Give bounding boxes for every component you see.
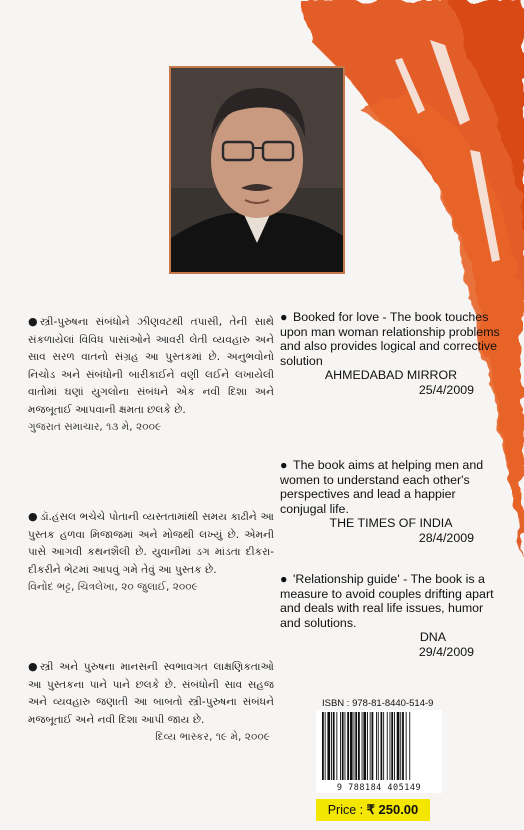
price-value: ₹ 250.00	[366, 802, 419, 817]
review-source: વિનોદ ભટ્ટ, ચિત્રલેખા, ૨૦ જુલાઈ, ૨૦૦૯	[28, 581, 198, 593]
isbn-label: ISBN : 978-81-8440-514-9	[322, 698, 434, 709]
barcode-digits: 9 788184 405149	[316, 783, 442, 793]
bullet-icon: ●	[280, 572, 288, 586]
review-text: સ્ત્રી અને પુરુષના માનસની સ્વભાવગત લાક્ષણિકતાઓ આ પુસ્તકના પાને પાને છલકે છે. સંબંધોની સાવ સહજ અને વ્યવહારુ જણાતી આ બાબતો સ્ત્રી-પુરુષના સંબંધને મજબૂતાઈ અને નવી દિશા આપી જાય છે.	[28, 661, 274, 726]
review-date: 29/4/2009	[418, 644, 474, 659]
review-source: DNA	[419, 630, 446, 645]
review-text: ડૉ.હંસલ ભચેચે પોતાની વ્યસ્તતામાંથી સમય કાઢીને આ પુસ્તક હળવા મિજાજમાં અને મોજથી લખ્યું છે. એમની પાસે આગવી કથનશૈલી છે. યુવાનીમાં ડગ માંડતા દીકરા-દીકરીને ભેટમાં આપવું ગમે તેવું આ પુસ્તક છે.	[28, 511, 274, 576]
author-portrait-icon	[171, 68, 343, 272]
review-text: Booked for love - The book touches upon man woman relationship problems and also provides logical and corrective solution	[280, 310, 500, 368]
gujarati-review-2	[28, 508, 274, 597]
price-label: Price :	[327, 803, 367, 817]
review-source: દિવ્ય ભાસ્કર, ૧૯ મે, ૨૦૦૯	[155, 731, 270, 743]
bullet-icon: ●	[28, 315, 38, 328]
barcode-icon	[316, 710, 442, 782]
gujarati-review-1	[28, 313, 274, 437]
review-source: AHMEDABAD MIRROR	[324, 368, 458, 383]
author-photo	[169, 66, 345, 274]
bullet-icon: ●	[280, 310, 288, 324]
english-review-1	[280, 310, 502, 398]
english-review-2	[280, 458, 502, 546]
bullet-icon: ●	[28, 510, 38, 523]
review-date: 25/4/2009	[418, 382, 474, 397]
barcode	[316, 710, 442, 793]
english-review-3	[280, 572, 502, 660]
bullet-icon: ●	[28, 660, 38, 673]
review-text: The book aims at helping men and women to understand each other's perspectives and lead a happier conjugal life.	[280, 458, 484, 516]
review-date: 28/4/2009	[418, 530, 474, 545]
gujarati-review-3	[28, 658, 274, 747]
bullet-icon: ●	[280, 458, 288, 472]
price-tag	[316, 799, 430, 821]
review-source: ગુજરાત સમાચાર, ૧૩ મે, ૨૦૦૯	[28, 421, 162, 433]
review-text: સ્ત્રી-પુરુષના સંબંધોને ઝીણવટથી તપાસી, તેની સાથે સંકળાયેલાં વિવિધ પાસાંઓને આવરી લેતી વ્યવહારુ અને સાવ સરળ વાતનો સંગ્રહ આ પુસ્તકમાં છે. અનુભવોનો નિચોડ અને સંબંધોની બારીકાઈને વણી લઈને લખાયેલી વાતોમાં ઘણાં યુગલોના સંબંધને એક નવી દિશા અને મજબૂતાઈ આપવાની ક્ષમતા છલકે છે.	[28, 316, 274, 416]
review-source: THE TIMES OF INDIA	[329, 516, 453, 531]
review-text: 'Relationship guide' - The book is a measure to avoid couples drifting apart and deals with real life issues, humor and solutions.	[280, 572, 494, 630]
